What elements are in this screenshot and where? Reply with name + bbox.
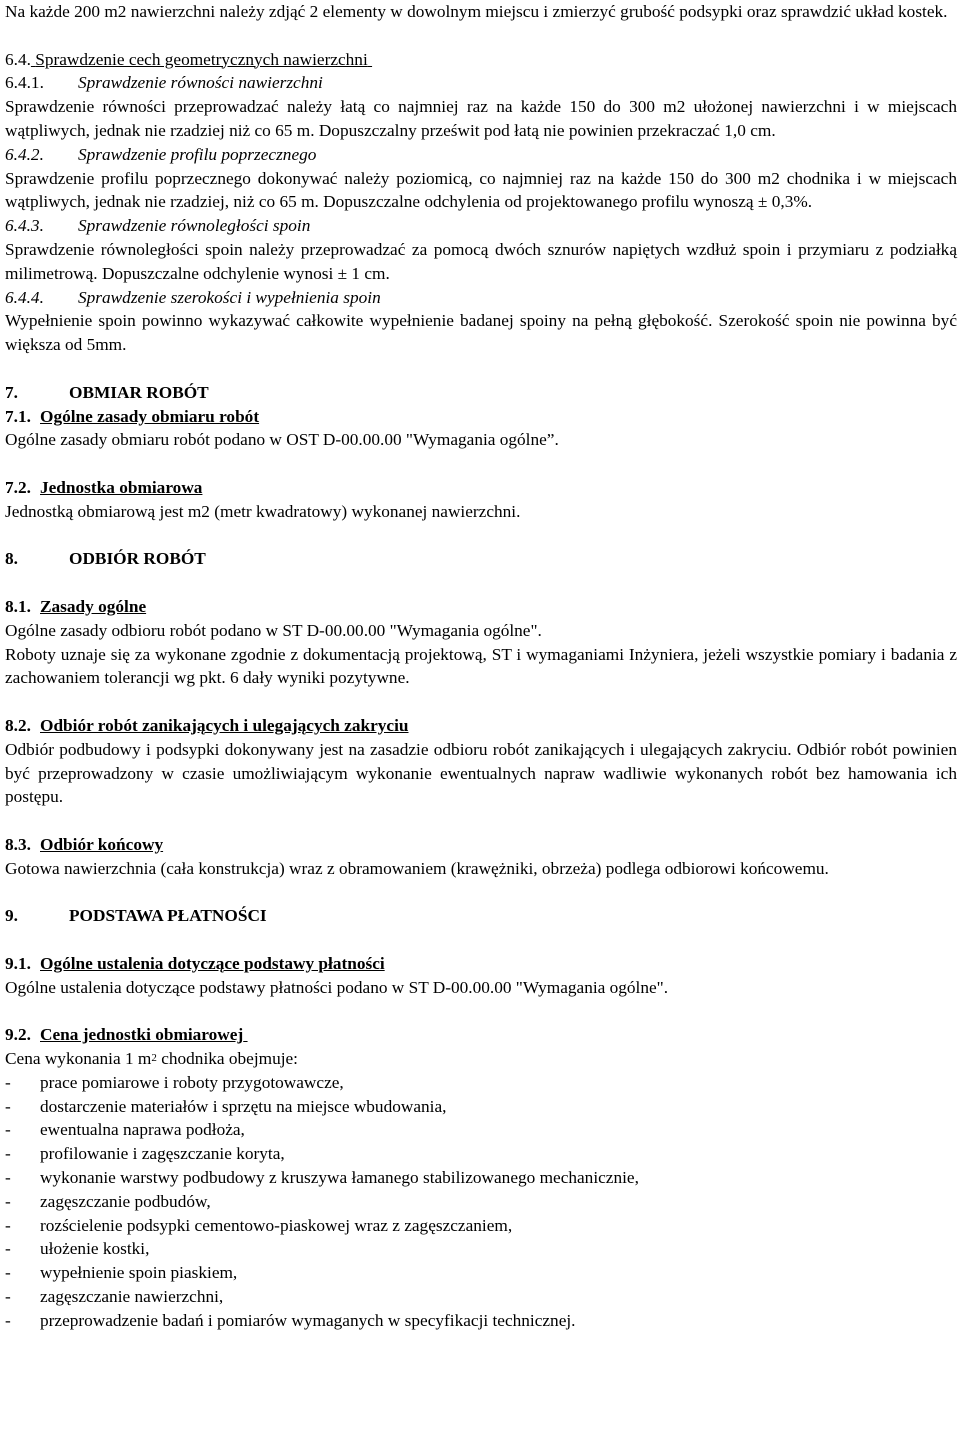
section-8-2-heading xyxy=(5,714,957,738)
list-item: - rozścielenie podsypki cementowo-piaskowej wraz z zagęszczaniem, xyxy=(5,1214,957,1238)
section-9-2-lead: Cena wykonania 1 $m^2$ chodnika obejmuje: xyxy=(5,1049,298,1069)
section-title: Sprawdzenie szerokości i wypełnienia spoin xyxy=(78,287,381,307)
section-9-2-heading xyxy=(5,1023,957,1047)
section-number: 7. xyxy=(5,382,18,402)
section-number: 8. xyxy=(5,549,18,569)
section-7-2-heading xyxy=(5,476,957,500)
list-item: - ewentualna naprawa podłoża, xyxy=(5,1118,957,1142)
section-6-4-heading xyxy=(5,48,957,72)
section-8-1-heading xyxy=(5,595,957,619)
section-7-heading xyxy=(5,381,957,405)
section-title: Ogólne ustalenia dotyczące podstawy płatności xyxy=(40,953,385,973)
section-number: 6.4.3. xyxy=(5,216,44,236)
section-number: 7.2. xyxy=(5,477,31,497)
section-9-1-text: Ogólne ustalenia dotyczące podstawy płatności podano w ST D-00.00.00 "Wymagania ogólne". xyxy=(5,977,669,997)
section-number: 9.2. xyxy=(5,1025,31,1045)
section-7-1-text: Ogólne zasady obmiaru robót podano w OST D-00.00.00 "Wymagania ogólne”. xyxy=(5,430,559,450)
section-number: 6.4. xyxy=(5,49,31,69)
section-title: Sprawdzenie równoległości spoin xyxy=(78,216,311,236)
section-8-heading xyxy=(5,547,957,571)
section-8-1-text-2: Roboty uznaje się za wykonane zgodnie z dokumentacją projektową, ST i wymaganiami Inżyniera, jeżeli wszystkie pomiary i badania z zachowaniem tolerancji wg pkt. 6 dały wyniki pozytywne. xyxy=(5,644,957,688)
section-title: Zasady ogólne xyxy=(40,596,147,616)
section-6-4-1-text: Sprawdzenie równości przeprowadzać należy łatą co najmniej raz na każde 150 do 300 m2 ułożonej nawierzchni i w miejscach wątpliwych, jednak nie rzadziej niż co 65 m. Dopuszczalny prześwit pod łatą nie powinien przekraczać 1,0 cm. xyxy=(5,97,957,140)
section-number: 8.2. xyxy=(5,715,31,735)
list-item: - dostarczenie materiałów i sprzętu na miejsce wbudowania, xyxy=(5,1095,957,1119)
list-item: - zagęszczanie nawierzchni, xyxy=(5,1285,957,1309)
section-title: Sprawdzenie cech geometrycznych nawierzchni xyxy=(35,49,368,69)
section-8-1-text-1: Ogólne zasady odbioru robót podano w ST D-00.00.00 "Wymagania ogólne". xyxy=(5,620,542,640)
section-title: PODSTAWA PŁATNOŚCI xyxy=(69,906,267,926)
section-6-4-1-heading xyxy=(5,71,957,95)
section-number: 6.4.2. xyxy=(5,144,44,164)
cost-items-list xyxy=(5,1071,957,1333)
section-6-4-2-heading xyxy=(5,143,957,167)
list-item: - ułożenie kostki, xyxy=(5,1237,957,1261)
section-7-2-text: Jednostką obmiarową jest m2 (metr kwadratowy) wykonanej nawierzchni. xyxy=(5,501,521,521)
section-title: Odbiór końcowy xyxy=(40,834,164,854)
section-8-3-text: Gotowa nawierzchnia (cała konstrukcja) wraz z obramowaniem (krawężniki, obrzeża) podlega odbiorowi końcowemu. xyxy=(5,858,829,878)
section-title: Sprawdzenie profilu poprzecznego xyxy=(78,144,317,164)
section-number: 8.1. xyxy=(5,596,31,616)
section-title: Ogólne zasady obmiaru robót xyxy=(40,406,260,426)
section-number: 9. xyxy=(5,906,18,926)
list-item: - wykonanie warstwy podbudowy z kruszywa łamanego stabilizowanego mechanicznie, xyxy=(5,1166,957,1190)
section-title: Cena jednostki obmiarowej xyxy=(40,1025,244,1045)
section-title: Jednostka obmiarowa xyxy=(40,477,203,497)
section-6-4-3-text: Sprawdzenie równoległości spoin należy przeprowadzać za pomocą dwóch sznurów napiętych wzdłuż spoin i przymiaru z podziałką milimetrową. Dopuszczalne odchylenie wynosi ± 1 cm. xyxy=(5,239,957,283)
section-number: 7.1. xyxy=(5,406,31,426)
list-item: - wypełnienie spoin piaskiem, xyxy=(5,1261,957,1285)
section-number: 9.1. xyxy=(5,953,31,973)
section-9-heading xyxy=(5,904,957,928)
section-6-4-2-text: Sprawdzenie profilu poprzecznego dokonywać należy poziomicą, co najmniej raz na każde 150 do 300 m2 chodnika i w miejscach wątpliwych, jednak nie rzadziej, niż co 65 m. Dopuszczalne odchylenia od projektowanego profilu wynoszą ± 0,3%. xyxy=(5,168,957,212)
section-number: 6.4.1. xyxy=(5,73,44,93)
list-item: - prace pomiarowe i roboty przygotowawcze, xyxy=(5,1071,957,1095)
list-item: - zagęszczanie podbudów, xyxy=(5,1190,957,1214)
list-item: - profilowanie i zagęszczanie koryta, xyxy=(5,1142,957,1166)
section-title: ODBIÓR ROBÓT xyxy=(69,549,206,569)
section-6-4-4-text: Wypełnienie spoin powinno wykazywać całkowite wypełnienie badanej spoiny na pełną głębokość. Szerokość spoin nie powinna być większa od 5mm. xyxy=(5,311,957,355)
intro-paragraph: Na każde 200 m2 nawierzchni należy zdjąć 2 elementy w dowolnym miejscu i zmierzyć grubość podsypki oraz sprawdzić układ kostek. xyxy=(5,2,948,21)
section-title: Odbiór robót zanikających i ulegających zakryciu xyxy=(40,715,409,735)
section-number: 8.3. xyxy=(5,834,31,854)
section-title: OBMIAR ROBÓT xyxy=(69,382,209,402)
section-6-4-3-heading xyxy=(5,214,957,238)
list-item: - przeprowadzenie badań i pomiarów wymaganych w specyfikacji technicznej. xyxy=(5,1309,957,1333)
section-number: 6.4.4. xyxy=(5,287,44,307)
section-7-1-heading xyxy=(5,405,957,429)
section-8-2-text: Odbiór podbudowy i podsypki dokonywany jest na zasadzie odbioru robót zanikających i ulegających zakryciu. Odbiór robót powinien być przeprowadzony w czasie umożliwiającym wykonanie ewentualnych napraw wadliwie wykonanych robót bez hamowania ich postępu. xyxy=(5,739,957,807)
section-title: Sprawdzenie równości nawierzchni xyxy=(78,73,323,93)
document-page xyxy=(5,0,957,1333)
section-6-4-4-heading xyxy=(5,286,957,310)
section-8-3-heading xyxy=(5,833,957,857)
section-9-1-heading xyxy=(5,952,957,976)
